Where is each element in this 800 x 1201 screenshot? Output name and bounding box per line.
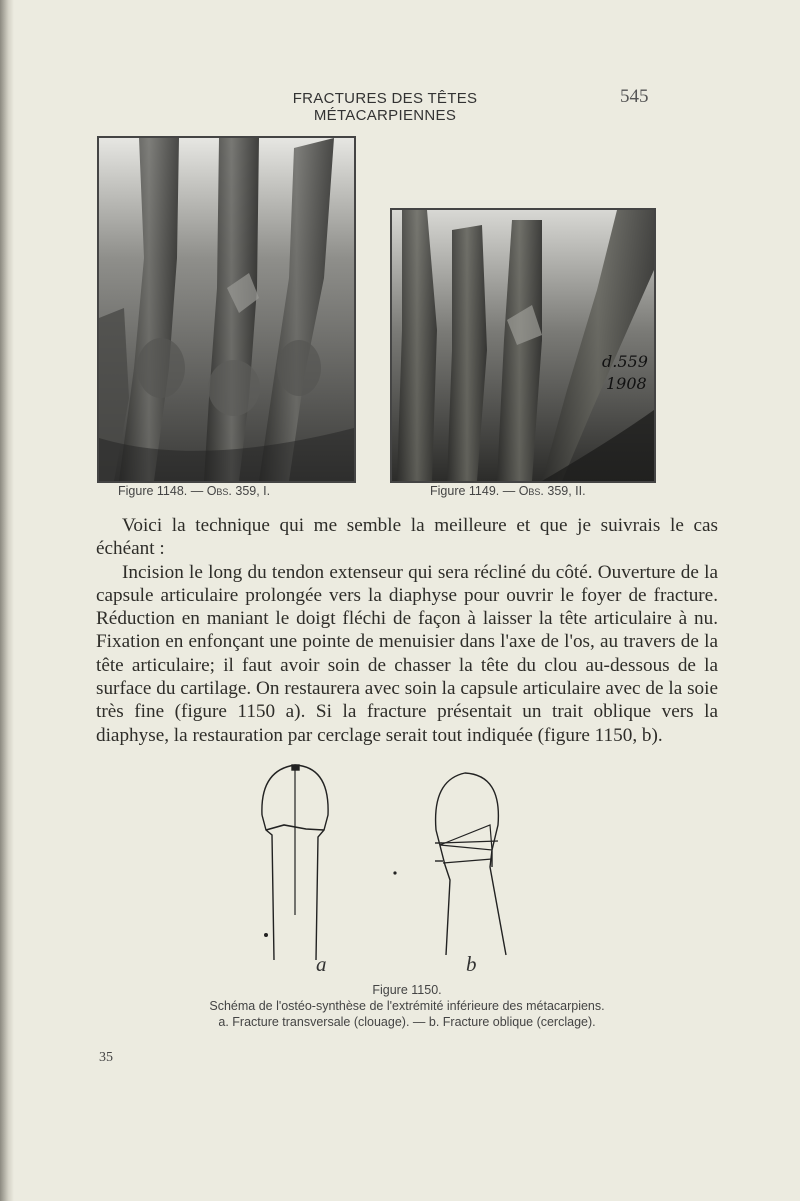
caption-1149-ref: 359, II. [543, 484, 586, 498]
caption-1148-ref: 359, I. [231, 484, 271, 498]
signature-mark: 35 [99, 1050, 113, 1065]
diagram-label-a: a [316, 952, 327, 976]
paragraph-technique: Incision le long du tendon extenseur qui sera récliné du côté. Ouverture de la capsule articulaire prolongée vers la diaphyse pour ouvrir le foyer de fracture. Réduction en maniant le doigt fléchi de façon à laisser la tête articulaire à nu. Fixation en enfonçant une pointe de menuisier dans l'axe de l'os, au travers de la tête articulaire; il faut avoir soin de chasser la tête du clou au-dessous de la surface du cartilage. On restaurera avec soin la capsule articulaire avec de la soie très fine (figure 1150 a). Si la fracture présentait un trait oblique vers la diaphyse, la restauration par cerclage serait tout indiquée (figure 1150, b). [96, 561, 718, 746]
caption-figure-1150-title: Figure 1150. [372, 983, 442, 997]
paragraph-intro: Voici la technique qui me semble la meilleure et que je suivrais le cas échéant : [96, 515, 718, 560]
caption-figure-1148 [118, 484, 270, 498]
body-text [96, 514, 718, 747]
caption-figure-1150-legend: a. Fracture transversale (clouage). — b. Fracture oblique (cerclage). [218, 1015, 596, 1029]
caption-1149-label: Figure 1149. — [430, 484, 519, 498]
radiograph-figure-1148 [97, 136, 356, 483]
diagram-figure-1150 [240, 755, 560, 980]
diagram-b-oblique-cerclage [435, 773, 506, 955]
diagram-label-b: b [466, 952, 477, 976]
caption-1148-obs: Obs. [206, 484, 232, 498]
page-edge-shadow [0, 0, 14, 1201]
handwritten-annotation-1: d.559 [602, 352, 648, 371]
caption-figure-1149 [430, 484, 586, 498]
caption-1148-label: Figure 1148. — [118, 484, 207, 498]
running-title: FRACTURES DES TÊTES MÉTACARPIENNES [292, 90, 478, 124]
page-number: 545 [620, 86, 649, 107]
diagram-a-transverse-nail [262, 765, 328, 960]
caption-1149-obs: Obs. [518, 484, 544, 498]
handwritten-annotation-2: 1908 [606, 374, 647, 393]
caption-figure-1150-description: Schéma de l'ostéo-synthèse de l'extrémité inférieure des métacarpiens. [209, 999, 605, 1013]
radiograph-figure-1149 [390, 208, 656, 483]
